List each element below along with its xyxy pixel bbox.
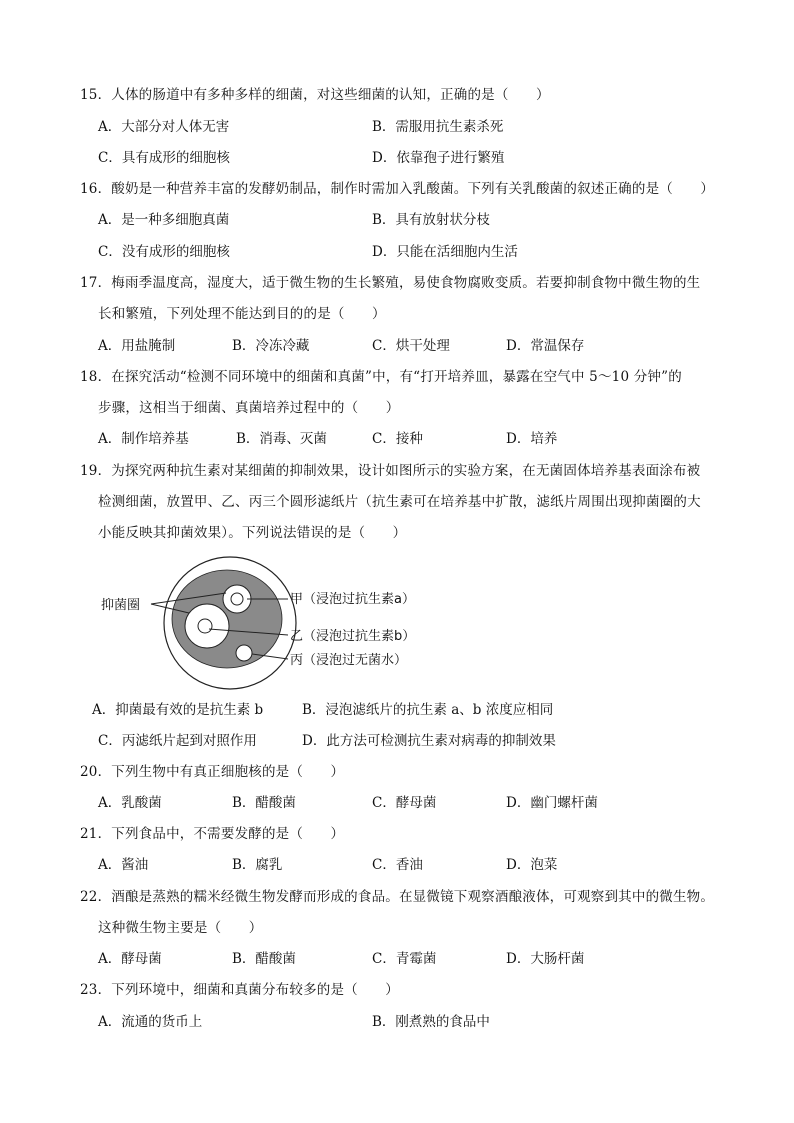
question-22-stem-cont: 这种微生物主要是（ ） (98, 920, 263, 936)
question-20-stem: 20．下列生物中有真正细胞核的是（ ） (80, 764, 345, 780)
q20-option-d: D．幽门螺杆菌 (506, 795, 598, 811)
petri-dish-figure (96, 553, 436, 703)
q23-option-b: B．刚煮熟的食品中 (372, 1014, 490, 1030)
q15-option-c: C．具有成形的细胞核 (98, 150, 230, 166)
q18-option-a: A．制作培养基 (98, 431, 189, 447)
q22-option-d: D．大肠杆菌 (506, 951, 585, 967)
q18-option-b: B．消毒、灭菌 (236, 431, 327, 447)
q20-option-a: A．乳酸菌 (98, 795, 162, 811)
q17-option-d: D．常温保存 (506, 338, 585, 354)
q15-option-b: B．需服用抗生素杀死 (372, 119, 504, 135)
q22-option-b: B．醋酸菌 (232, 951, 296, 967)
q18-option-c: C．接种 (372, 431, 423, 447)
q18-option-d: D．培养 (506, 431, 558, 447)
question-16-stem: 16．酸奶是一种营养丰富的发酵奶制品，制作时需加入乳酸菌。下列有关乳酸菌的叙述正确的是（ ） (80, 181, 715, 197)
filter-disc-jia (223, 585, 251, 613)
question-23-stem: 23．下列环境中，细菌和真菌分布较多的是（ ） (80, 982, 399, 998)
question-18-stem: 18．在探究活动“检测不同环境中的细菌和真菌”中，有“打开培养皿，暴露在空气中 5～10 分钟”的 (80, 369, 682, 385)
q20-option-b: B．醋酸菌 (232, 795, 296, 811)
q15-option-a: A．大部分对人体无害 (98, 119, 230, 135)
question-19-stem: 19．为探究两种抗生素对某细菌的抑制效果，设计如图所示的实验方案，在无菌固体培养基表面涂布被 (80, 463, 701, 479)
q22-option-a: A．酵母菌 (98, 951, 162, 967)
q19-option-a: A．抑菌最有效的是抗生素 b (92, 702, 264, 718)
question-19-stem-cont-2: 小能反映其抑菌效果）。下列说法错误的是（ ） (98, 525, 407, 541)
q21-option-b: B．腐乳 (232, 857, 283, 873)
question-15-stem: 15．人体的肠道中有多种多样的细菌，对这些细菌的认知，正确的是（ ） (80, 87, 550, 103)
q20-option-c: C．酵母菌 (372, 795, 437, 811)
q17-option-c: C．烘干处理 (372, 338, 450, 354)
label-yi: 乙（浸泡过抗生素b） (290, 629, 416, 644)
q23-option-a: A．流通的货币上 (98, 1014, 203, 1030)
question-17-stem-cont: 长和繁殖，下列处理不能达到目的的是（ ） (98, 306, 386, 322)
q19-option-d: D．此方法可检测抗生素对病毒的抑制效果 (302, 733, 556, 749)
question-18-stem-cont: 步骤，这相当于细菌、真菌培养过程中的（ ） (98, 400, 400, 416)
q16-option-b: B．具有放射状分枝 (372, 212, 490, 228)
petri-dish (164, 557, 296, 689)
question-19-stem-cont-1: 检测细菌，放置甲、乙、丙三个圆形滤纸片（抗生素可在培养基中扩散，滤纸片周围出现抑菌圈的大 (98, 494, 701, 510)
question-17-stem: 17．梅雨季温度高，湿度大，适于微生物的生长繁殖，易使食物腐败变质。若要抑制食物中微生物的生 (80, 275, 701, 291)
question-22-stem: 22．酒酿是蒸熟的糯米经微生物发酵而形成的食品。在显微镜下观察酒酿液体，可观察到其中的微生物。 (80, 889, 715, 905)
q16-option-c: C．没有成形的细胞核 (98, 244, 230, 260)
filter-disc-yi (185, 604, 229, 648)
q22-option-c: C．青霉菌 (372, 951, 437, 967)
label-jia: 甲（浸泡过抗生素a） (290, 592, 415, 607)
q15-option-d: D．依靠孢子进行繁殖 (372, 150, 505, 166)
q17-option-a: A．用盐腌制 (98, 338, 176, 354)
q21-option-a: A．酱油 (98, 857, 149, 873)
q21-option-d: D．泡菜 (506, 857, 558, 873)
q19-option-b: B．浸泡滤纸片的抗生素 a、b 浓度应相同 (302, 702, 554, 718)
q19-option-c: C．丙滤纸片起到对照作用 (98, 733, 257, 749)
question-21-stem: 21．下列食品中，不需要发酵的是（ ） (80, 826, 345, 842)
q21-option-c: C．香油 (372, 857, 423, 873)
q16-option-a: A．是一种多细胞真菌 (98, 212, 230, 228)
label-bing: 丙（浸泡过无菌水） (290, 653, 408, 668)
q17-option-b: B．冷冻冷藏 (232, 338, 310, 354)
q16-option-d: D．只能在活细胞内生活 (372, 244, 518, 260)
filter-disc-bing (236, 645, 252, 661)
inhibition-zone-label: 抑菌圈 (101, 598, 141, 613)
